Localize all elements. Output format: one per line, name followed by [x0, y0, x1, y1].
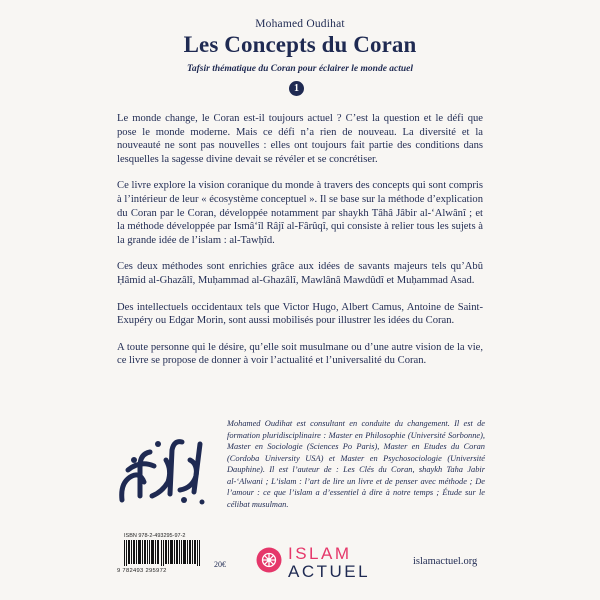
barcode-digits: 9 782493 295972 [117, 568, 167, 574]
isbn-number: ISBN 978-2-493295-97-2 [124, 533, 186, 539]
arabic-calligraphy-logo-icon [110, 430, 210, 510]
blurb-paragraph: A toute personne qui le désire, qu’elle soit musulmane ou d’une autre vision de la vie, ce livre se propose de donner à voir l’actualité et l’universalité du Coran. [117, 341, 483, 367]
price-label: 20€ [214, 560, 226, 569]
book-subtitle: Tafsir thématique du Coran pour éclairer le monde actuel [186, 64, 414, 74]
volume-badge: 1 [289, 81, 304, 96]
publisher-website: islamactuel.org [413, 556, 478, 567]
blurb-paragraph: Ces deux méthodes sont enrichies grâce aux idées de savants majeurs tels qu’Abû Ḥâmid al-Ghazâlî, Muḥammad al-Ghazâlî, Mawlânâ Mawdûdî et Muḥammad Asad. [117, 261, 483, 286]
publisher-logo-bottom: ACTUEL [288, 562, 371, 581]
blurb-paragraph: Des intellectuels occidentaux tels que Victor Hugo, Albert Camus, Antoine de Saint-Exupéry ou Edgar Morin, sont aussi mobilisés pour illustrer les idées du Coran. [117, 301, 483, 327]
barcode-icon [124, 540, 202, 566]
blurb-paragraph: Le monde change, le Coran est-il toujours actuel ? C’est la question et le défi que pose le monde moderne. Mais ce défi n’a rien de nouveau. La diversité et la nouveauté ne sont pas nouvelles : elles ont toujours fait partie des conditions dans lesquelles la sagesse divine devait se révéler et se concrétiser. [117, 113, 483, 165]
book-title: Les Concepts du Coran [183, 32, 417, 57]
islam-actuel-logo-icon [256, 547, 282, 573]
blurb-paragraph: Ce livre explore la vision coranique du monde à travers des concepts qui sont compris à l’intérieur de leur « écosystème conceptuel ». Il se base sur la méthode d’explication du Coran par le Coran, développée notamment par shaykh Tâhâ Jâbir al-‘Alwânî ; et la méthode développée par Ismâ‘îl Râjî al-Fârûqî, qui consiste à relier tous les sujets à la grande idée de l’islam : al-Tawḥîd. [117, 180, 483, 246]
author-name: Mohamed Oudihat [255, 18, 345, 30]
publisher-logo-top: ISLAM [288, 544, 352, 563]
blurb-text [117, 112, 483, 381]
author-biography: Mohamed Oudihat est consultant en conduite du changement. Il est de formation pluridisciplinaire : Master en Philosophie (Université Sorbonne), Master en Sociologie (Sciences Po Paris), Master en Etudes du Coran (Cordoba University USA) et Master en Psychosociologie (Université Dauphine). Il est l’auteur de : Les Clés du Coran, shaykh Taha Jabir al-‘Alwani ; L’islam : l’art de lire un livre et de penser avec méthode ; De l’amour : ce que l’islam a d’essentiel à dire à notre temps ; Étude sur le célibat musulman. [227, 419, 485, 509]
